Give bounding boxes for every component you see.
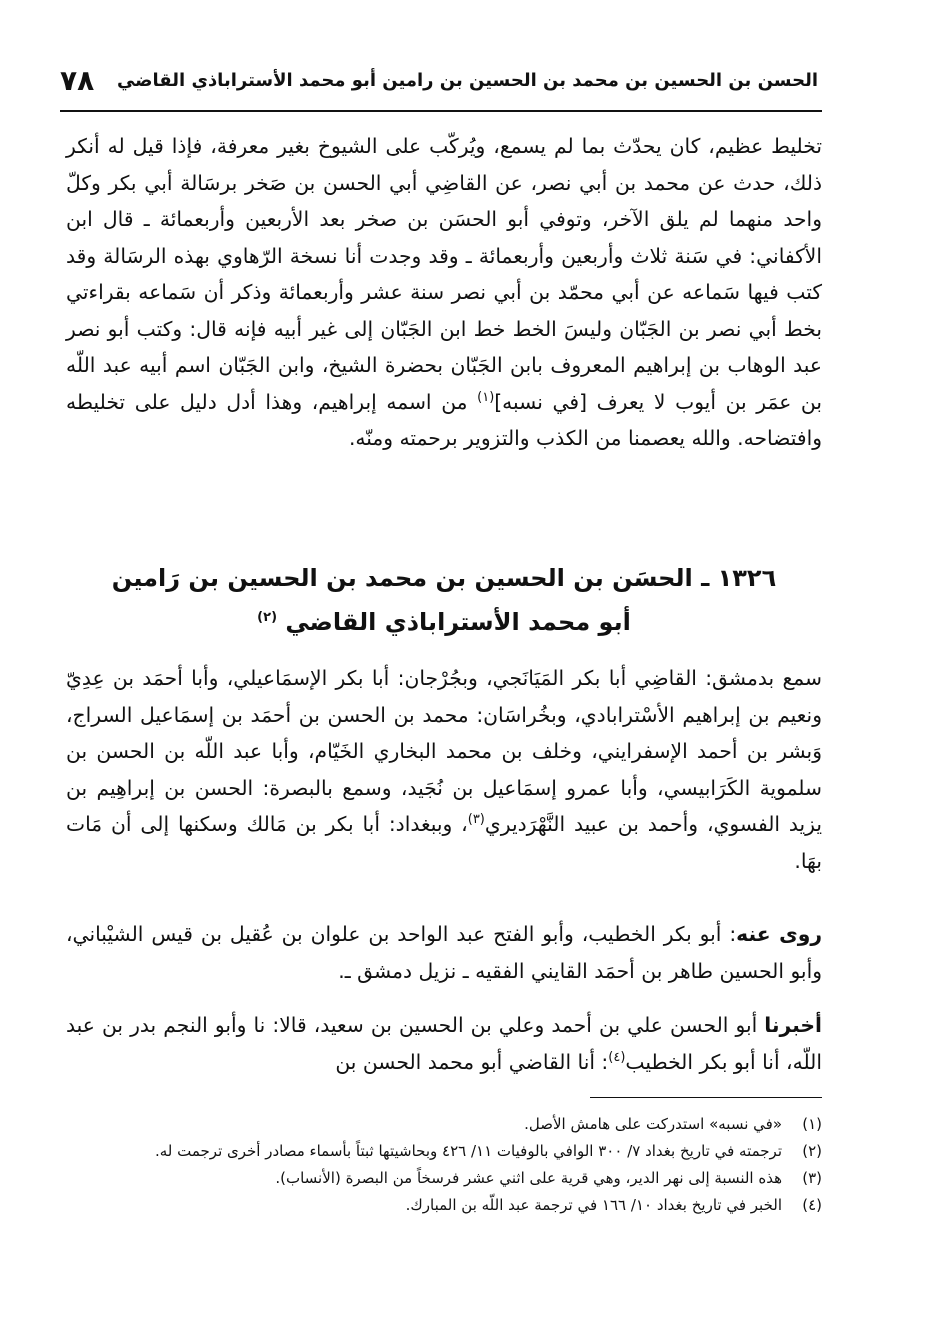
footnote-number: (٤) [802,1196,822,1214]
footnote-number: (٢) [802,1142,822,1160]
entry-heading-line-1: ١٣٢٦ ـ الحسَن بن الحسين بن محمد بن الحسين بن رَامين [111,564,777,592]
footnote-item [66,1111,822,1138]
akhbarana-text: أبو الحسن علي بن أحمد وعلي بن الحسين بن سعيد، قالا: نا وأبو النجم بدر بن عبد اللّه، أنا أبو بكر الخطيب [66,1013,822,1074]
footnote-text: الخبر في تاريخ بغداد ١٠/ ١٦٦ في ترجمة عبد اللّه بن المبارك. [405,1196,782,1214]
running-title: الحسن بن الحسين بن محمد بن الحسين بن رامين أبو محمد الأستراباذي القاضي [116,69,818,91]
footnote-text: «في نسبه» استدركت على هامش الأصل. [524,1115,782,1133]
header-rule [60,110,822,112]
akhbarana-paragraph [66,1007,822,1080]
footnote-number: (١) [802,1115,822,1133]
footnote-rule [590,1097,822,1098]
entry-heading-line-2-text: أبو محمد الأستراباذي القاضي [285,608,631,636]
footnote-item [66,1138,822,1165]
footnote-ref-3[interactable]: (٣) [467,812,485,828]
rawa-text: : أبو بكر الخطيب، وأبو الفتح عبد الواحد بن علوان بن عُقيل بن قيس الشيْباني، وأبو الحسين طاهر بن أحمَد القايني الفقيه ـ نزيل دمشق ـ. [66,922,822,983]
footnote-item [66,1165,822,1192]
footnotes [66,1111,822,1219]
footnote-text: هذه النسبة إلى نهر الدير، وهي قرية على اثني عشر فرسخاً من البصرة (الأنساب). [275,1169,782,1187]
sama-text-end: ، وببغداد: أبا بكر بن مَالك وسكنها إلى أن مَات بهَا. [66,812,822,873]
footnote-number: (٣) [802,1169,822,1187]
opening-text-end: من اسمه إبراهيم، وهذا أدل دليل على تخليطه وافتضاحه. والله يعصمنا من الكذب والتزوير برحمته ومنّه. [66,389,822,450]
footnote-ref-1[interactable]: (١) [477,389,495,405]
sama-text: سمع بدمشق: القاضِي أبا بكر المَيَانَجي، وبجُرْجان: أبا بكر الإسمَاعيلي، وأبا أحمَد بن عِدِيّ ونعيم بن إبراهيم الأسْترابادي، وبخُراسَان: محمد بن الحسن بن أحمَد بن إسمَاعيل السراج، وَبشر بن أحمد الإسفرايني، وخلف بن محمد البخاري الخَيّام، وأبا عبد اللّه بن الحسن بن سلموية الكَرَابيسي، وأبا عمرو إسمَاعيل بن نُجَيد، وسمع بالبصرة: الحسن بن إبراهِيم بن يزيد الفسوي، وأحمد بن عبيد النَّهْرَديري [66,666,823,836]
opening-paragraph [66,128,822,457]
page-number: ٧٨ [60,63,95,97]
entry-heading-line-2 [66,600,822,644]
running-header [60,58,818,102]
footnote-ref-4[interactable]: (٤) [608,1049,626,1065]
rawa-lead: روى عنه [736,922,822,946]
footnote-ref-2[interactable]: (٢) [257,610,278,625]
opening-text: تخليط عظيم، كان يحدّث بما لم يسمع، ويُركّب على الشيوخ بغير معرفة، فإذا قيل له أنكر ذلك، حدث عن محمد بن أبي نصر، عن القاضِي أبي الحسن بن صَخر برسَالة أبي بكر وكلّ واحد منهما لم يلق الآخر، وتوفي أبو الحسَن بن صخر بعد الأربعين وأربعمائة ـ قال ابن الأكفاني: في سَنة ثلاث وأربعين وأربعمائة ـ وقد وجدت أنا نسخة الرّهاوي بهذه الرسَالة وقد كتب فيها سَماعه عن أبي محمّد بن أبي نصر سنة عشر وأربعمائة وذكر أن سَماعه بقراءتي بخط أبي نصر بن الجَبّان وليسَ الخط خط ابن الجَبّان إلى غير أبيه فإنه قال: وكتب أبو نصر عبد الوهاب بن إبراهيم المعروف بابن الجَبّان بحضرة الشيخ، وابن الجَبّان اسم أبيه عبد اللّه بن عمَر بن أيوب لا يعرف [في نسبه] [66,134,823,414]
footnote-text: ترجمته في تاريخ بغداد ٧/ ٣٠٠ الوافي بالوفيات ١١/ ٤٢٦ وبحاشيتها ثبتاً بأسماء مصادر أخرى ترجمت له. [154,1142,782,1160]
akhbarana-text-end: : أنا القاضي أبو محمد الحسن بن [335,1049,609,1074]
sama-paragraph [66,660,822,879]
footnote-item [66,1192,822,1219]
entry-heading [66,556,822,644]
akhbarana-lead: أخبرنا [764,1013,822,1037]
rawa-paragraph [66,916,822,989]
